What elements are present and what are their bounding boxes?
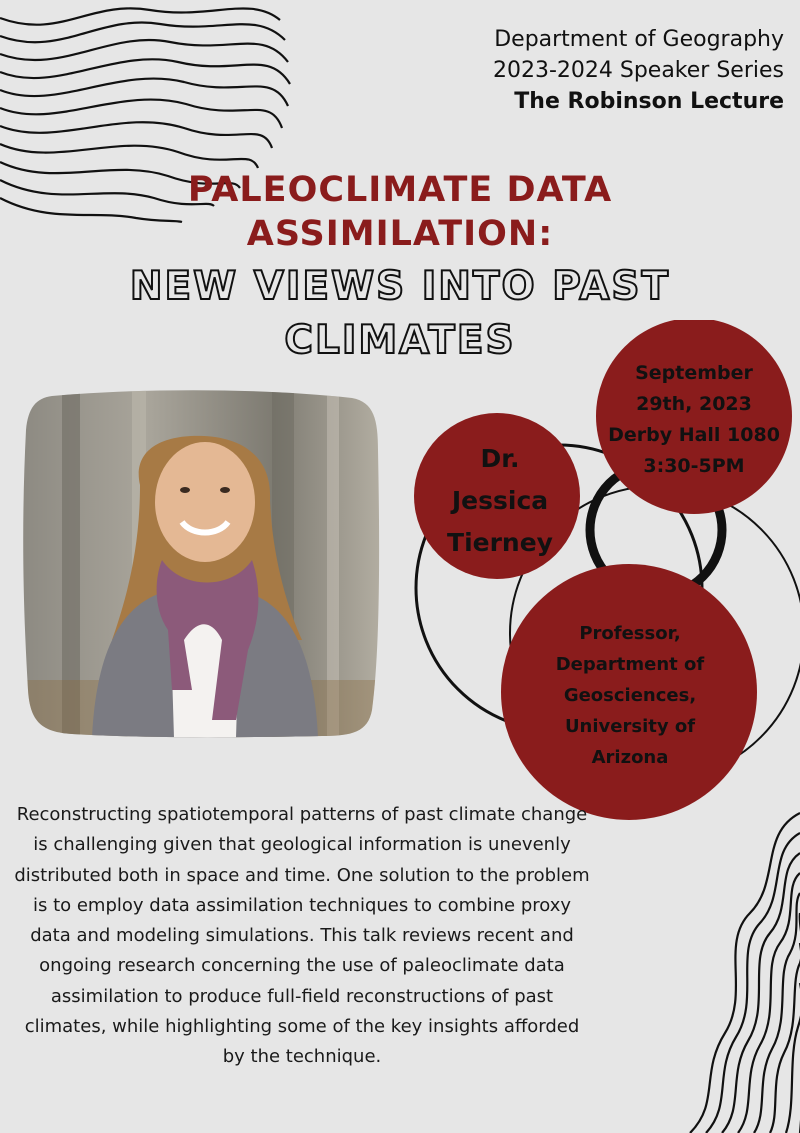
speaker-affiliation <box>505 618 755 773</box>
speaker-first-name: Jessica <box>451 486 549 515</box>
speaker-title: Dr. <box>480 444 520 473</box>
speaker-series: 2023-2024 Speaker Series <box>492 58 784 83</box>
talk-abstract: Reconstructing spatiotemporal patterns of past climate change is challenging given that geological information is unevenly distributed both in space and time. One solution to the problem is to employ data assimilation techniques to combine proxy data and modeling simulations. This talk reviews recent and ongoing research concerning the use of paleoclimate data assimilation to produce full-field reconstructions of past climates, while highlighting some of the key insights afforded by the technique. <box>14 804 590 1068</box>
event-header <box>493 24 784 117</box>
speaker-name <box>415 438 585 564</box>
speaker-last-name: Tierney <box>447 528 553 557</box>
affiliation-line-2: Department of <box>555 654 705 675</box>
event-date-day: 29th, 2023 <box>636 393 752 415</box>
department-name: Department of Geography <box>494 27 784 52</box>
subtitle-line-2: CLIMATES <box>284 318 516 363</box>
affiliation-line-3: Geosciences, <box>563 685 697 706</box>
contour-lines-bottom-right <box>630 803 800 1133</box>
title-line-1: PALEOCLIMATE DATA <box>187 170 613 210</box>
lecture-name: The Robinson Lecture <box>514 89 784 114</box>
title-line-2: ASSIMILATION: <box>246 214 554 254</box>
affiliation-line-1: Professor, <box>579 623 681 644</box>
event-time: 3:30-5PM <box>643 455 745 477</box>
speaker-photo <box>22 390 380 738</box>
affiliation-line-4: University of <box>564 716 696 737</box>
event-details <box>596 358 792 482</box>
event-date-month: September <box>635 362 753 384</box>
affiliation-line-5: Arizona <box>591 747 669 768</box>
event-location: Derby Hall 1080 <box>608 424 780 446</box>
subtitle-line-1: NEW VIEWS INTO PAST <box>129 264 671 309</box>
